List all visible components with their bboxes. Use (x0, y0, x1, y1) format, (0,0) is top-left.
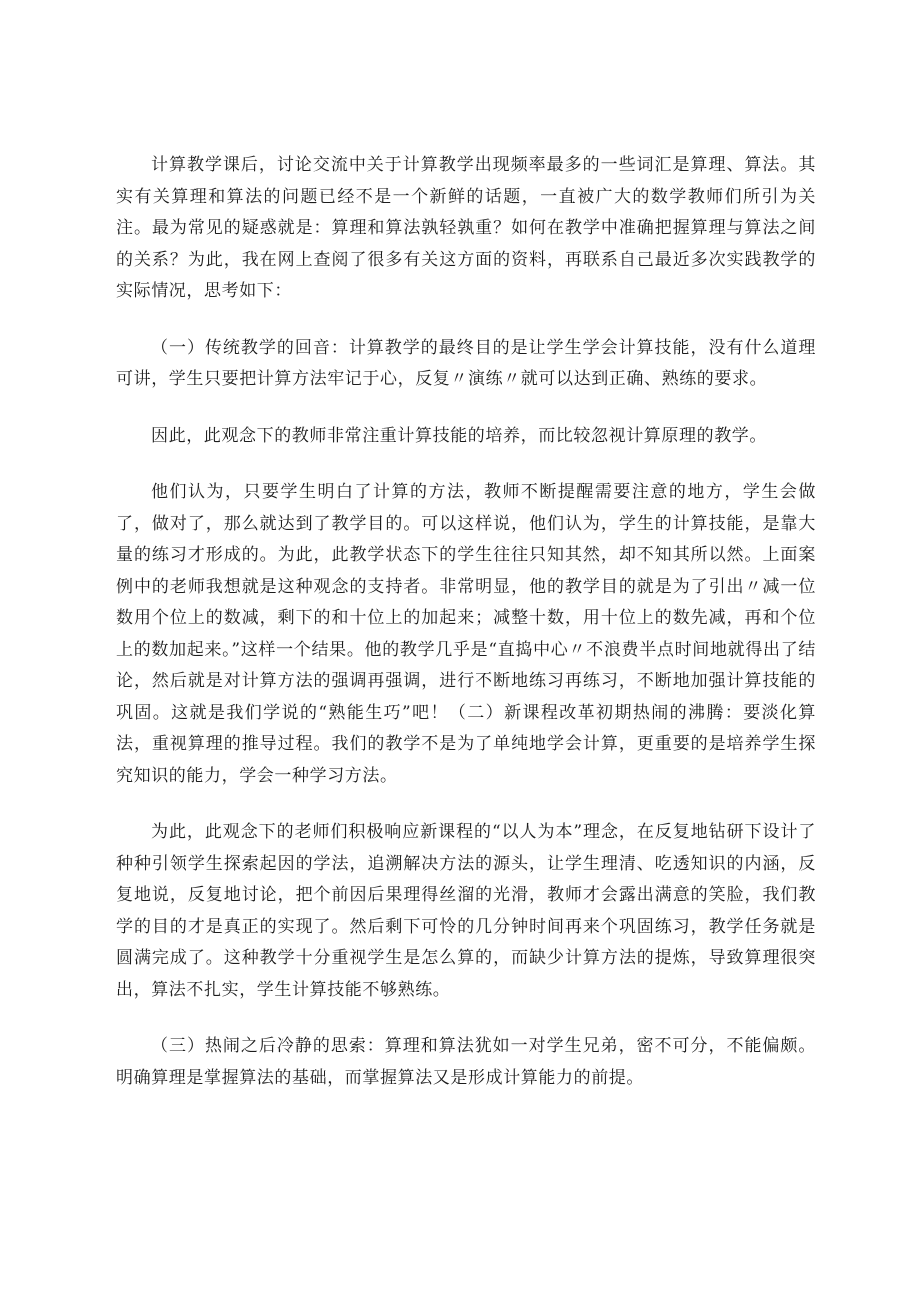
paragraph-section-three: （三）热闹之后冷静的思索：算理和算法犹如一对学生兄弟，密不可分，不能偏颇。明确算理是掌握算法的基础，而掌握算法又是形成计算能力的前提。 (116, 1036, 816, 1088)
paragraph-new-curriculum: 为此，此观念下的老师们积极响应新课程的“以人为本”理念，在反复地钻研下设计了种种引领学生探索起因的学法，追溯解决方法的源头，让学生理清、吃透知识的内涵，反复地说，反复地讨论，把个前因后果理得丝溜的光滑，教师才会露出满意的笑脸，我们教学的目的才是真正的实现了。然后剩下可怜的几分钟时间再来个巩固练习，教学任务就是圆满完成了。这种教学十分重视学生是怎么算的，而缺少计算方法的提炼，导致算理很突出，算法不扎实，学生计算技能不够熟练。 (116, 822, 816, 1000)
document-body (116, 150, 816, 1119)
paragraph-intro: 计算教学课后，讨论交流中关于计算教学出现频率最多的一些词汇是算理、算法。其实有关算理和算法的问题已经不是一个新鲜的话题，一直被广大的数学教师们所引为关注。最为常见的疑惑就是：算理和算法孰轻孰重？如何在教学中准确把握算理与算法之间的关系？为此，我在网上查阅了很多有关这方面的资料，再联系自己最近多次实践教学的实际情况，思考如下： (116, 155, 816, 301)
paragraph-section-one: （一）传统教学的回音：计算教学的最终目的是让学生学会计算技能，没有什么道理可讲，学生只要把计算方法牢记于心，反复〃演练〃就可以达到正确、熟练的要求。 (116, 337, 816, 389)
paragraph-they-think: 他们认为，只要学生明白了计算的方法，教师不断提醒需要注意的地方，学生会做了，做对了，那么就达到了教学目的。可以这样说，他们认为，学生的计算技能，是靠大量的练习才形成的。为此，此教学状态下的学生往往只知其然，却不知其所以然。上面案例中的老师我想就是这种观念的支持者。非常明显，他的教学目的就是为了引出〃减一位数用个位上的数减，剩下的和十位上的加起来；减整十数，用十位上的数先减，再和个位上的数加起来。”这样一个结果。他的教学几乎是“直捣中心〃不浪费半点时间地就得出了结论，然后就是对计算方法的强调再强调，进行不断地练习再练习，不断地加强计算技能的巩固。这就是我们学说的“熟能生巧”吧！（二）新课程改革初期热闹的沸腾：要淡化算法，重视算理的推导过程。我们的教学不是为了单纯地学会计算，更重要的是培养学生探究知识的能力，学会一种学习方法。 (116, 482, 816, 786)
paragraph-therefore: 因此，此观念下的教师非常注重计算技能的培养，而比较忽视计算原理的教学。 (151, 425, 767, 446)
